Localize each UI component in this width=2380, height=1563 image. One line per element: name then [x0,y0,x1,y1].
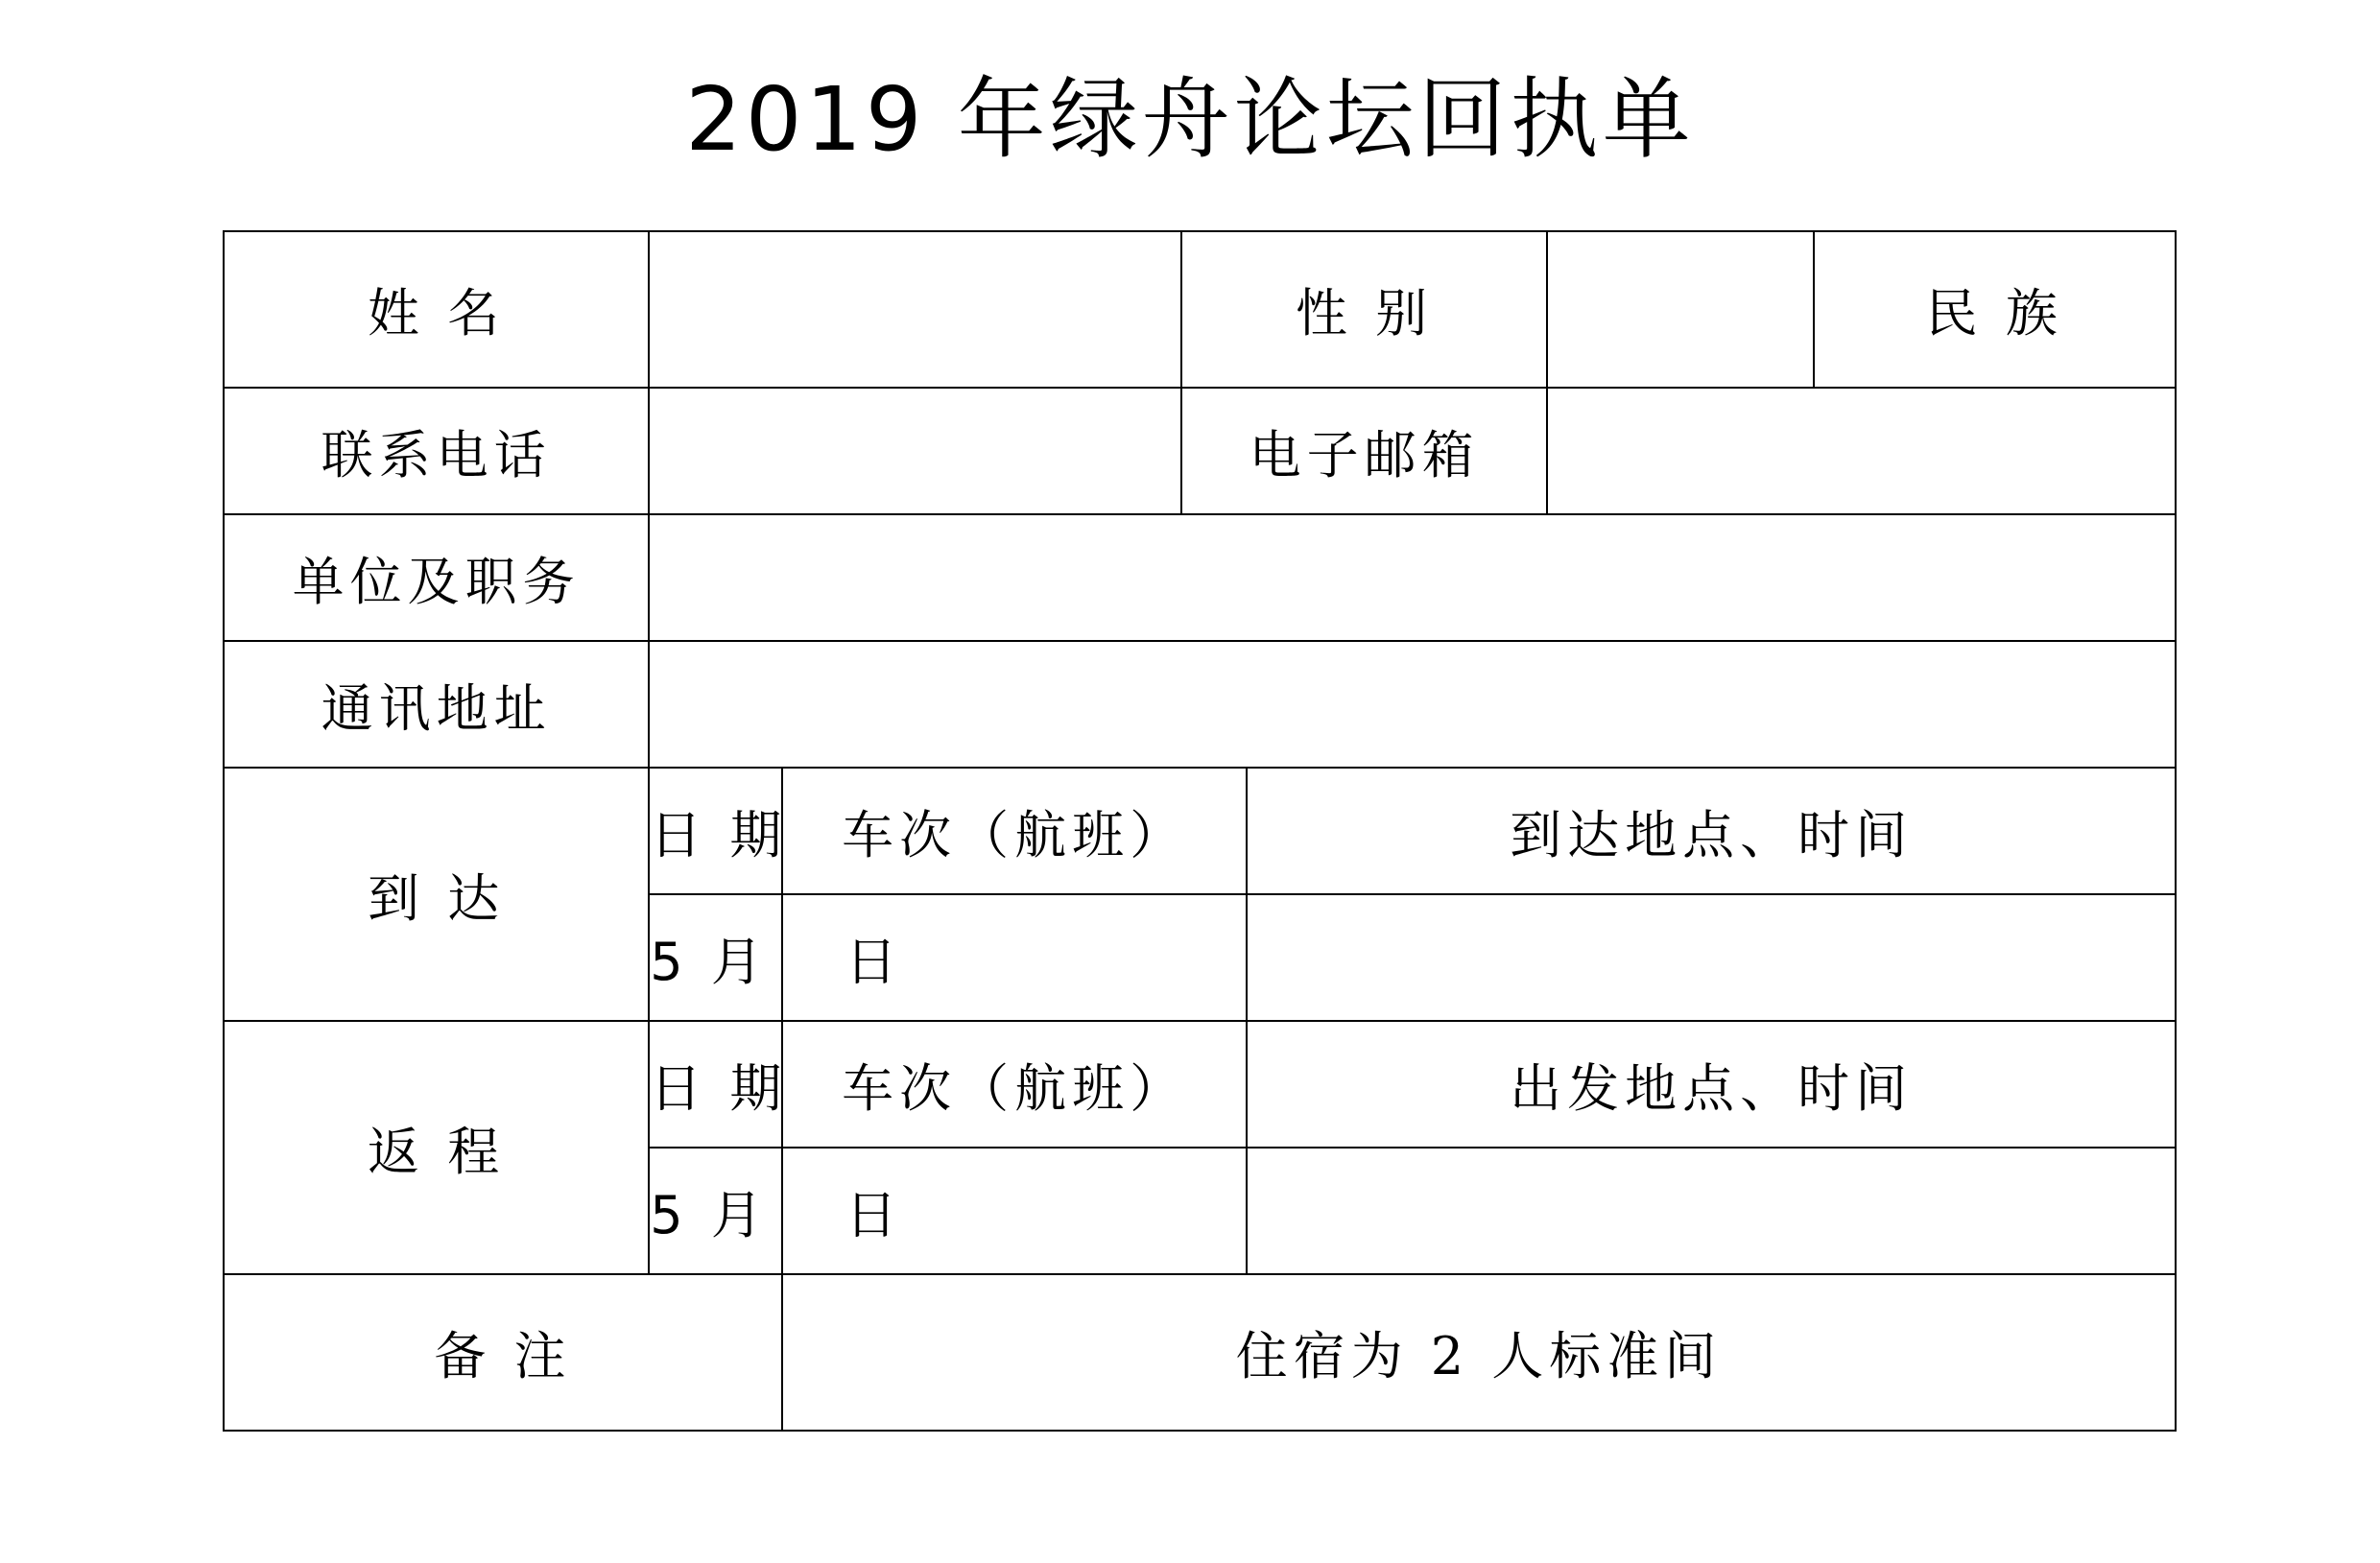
return-date-day: 日 [845,1184,903,1245]
row-remarks [224,1274,2176,1431]
name-field[interactable] [649,231,1181,388]
label-return: 返 程 [224,1021,649,1274]
phone-field[interactable] [649,388,1181,514]
label-gender: 性 别 [1181,231,1547,388]
gender-field[interactable] [1547,231,1813,388]
remarks-value: 住宿为 2 人标准间 [782,1274,2176,1431]
return-place-field[interactable] [1247,1148,2176,1274]
label-arrival: 到 达 [224,768,649,1021]
label-unit-position: 单位及职务 [224,514,649,641]
unit-position-field[interactable] [649,514,2176,641]
return-date-field[interactable] [649,1148,903,1274]
address-field[interactable] [649,641,2176,768]
row-phone [224,388,2176,514]
row-name [224,231,2176,388]
label-address: 通讯地址 [224,641,649,768]
arrival-header-train: 车次（航班） [782,768,1247,894]
label-remarks: 备 注 [224,1274,782,1431]
email-field[interactable] [1547,388,2176,514]
return-date-month: 5 月 [650,1184,769,1245]
arrival-place-field[interactable] [1247,894,2176,1021]
label-phone: 联系电话 [224,388,649,514]
arrival-date-field[interactable] [649,894,903,1021]
label-email: 电子邮箱 [1181,388,1547,514]
arrival-header-place: 到达地点、时间 [1247,768,2176,894]
row-return-header [224,1021,2176,1148]
page-title: 2019 年绿舟论坛回执单 [685,68,1695,171]
label-name: 姓 名 [224,231,649,388]
return-header-train: 车次（航班） [782,1021,1247,1148]
row-address [224,641,2176,768]
return-header-date: 日 期 [649,1021,782,1148]
label-ethnicity: 民 族 [1814,231,2176,388]
reply-form-table [223,230,2177,1432]
arrival-date-day: 日 [845,931,903,992]
arrival-header-date: 日 期 [649,768,782,894]
arrival-date-month: 5 月 [650,931,769,992]
row-unit-position [224,514,2176,641]
row-arrival-header [224,768,2176,894]
return-header-place: 出发地点、时间 [1247,1021,2176,1148]
